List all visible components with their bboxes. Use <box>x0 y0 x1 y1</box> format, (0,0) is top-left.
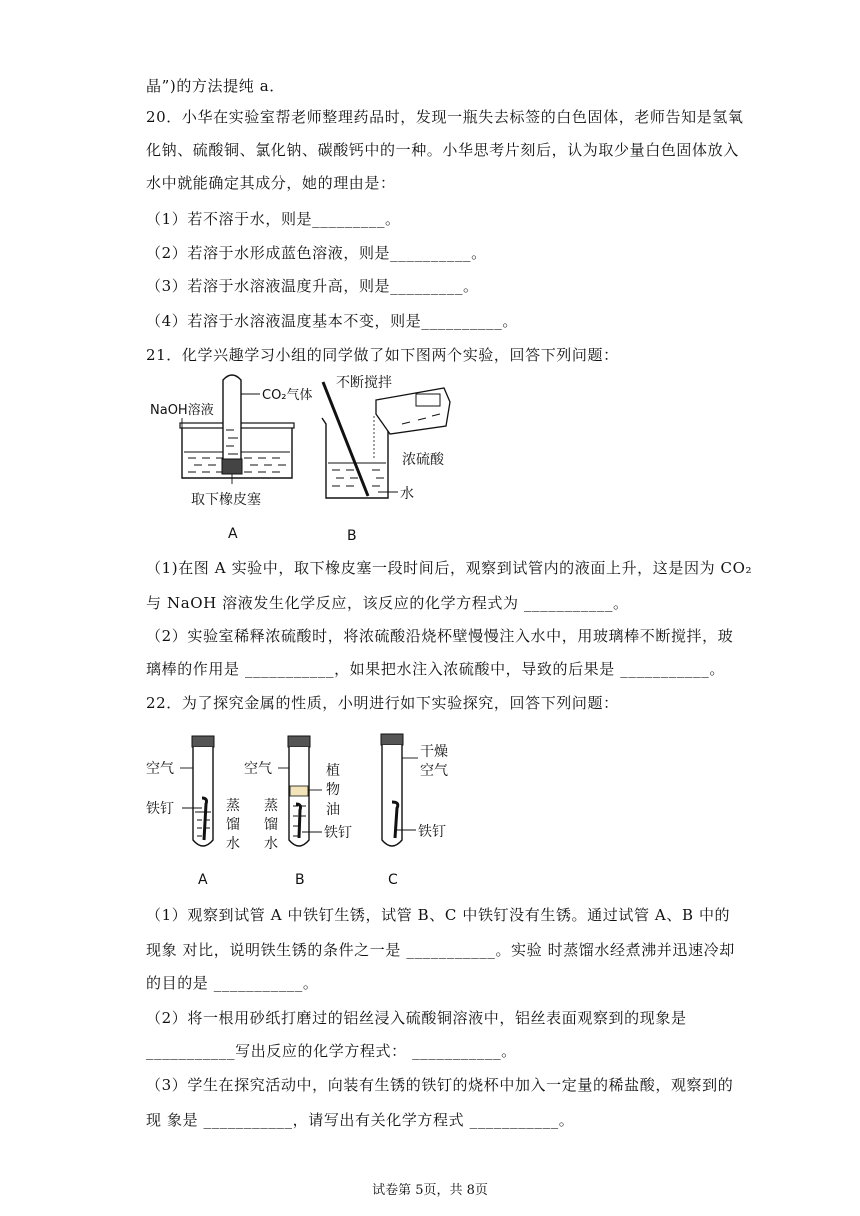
figure-22 <box>140 728 470 893</box>
question-22-part-2-line-1: （2）将一根用砂纸打磨过的铝丝浸入硫酸铜溶液中，铝丝表面观察到的现象是 <box>146 1009 687 1027</box>
distilled-water-label-b-2: 馏 <box>264 817 278 833</box>
rubber-stopper <box>222 459 242 474</box>
continuous-stirring-label: 不断搅拌 <box>336 375 392 391</box>
air-label-a: 空气 <box>146 761 174 777</box>
concentrated-sulfuric-acid-label: 浓硫酸 <box>402 452 444 468</box>
vegetable-oil-label-1: 植 <box>326 763 340 779</box>
naoh-solution-label: NaOH溶液 <box>150 403 214 418</box>
acid-bottle <box>374 388 450 460</box>
question-20-line-1: 20．小华在实验室帮老师整理药品时，发现一瓶失去标签的白色固体，老师告知是氢氧 <box>146 108 744 126</box>
tube-c-label: C <box>388 872 398 888</box>
question-20-line-2: 化钠、硫酸铜、氯化钠、碳酸钙中的一种。小华思考片刻后，认为取少量白色固体放入 <box>146 141 739 159</box>
glass-rod <box>323 382 368 496</box>
vegetable-oil-layer <box>290 786 308 796</box>
question-20-part-3: （3）若溶于水溶液温度升高，则是_________。 <box>146 277 479 295</box>
iron-nail-label-a: 铁钉 <box>146 801 174 817</box>
figure-21 <box>140 368 460 546</box>
question-22-part-3-line-1: （3）学生在探究活动中，向装有生锈的铁钉的烧杯中加入一定量的稀盐酸，观察到的 <box>146 1076 734 1094</box>
figure-b-label: B <box>347 528 357 544</box>
tube-c <box>381 734 403 846</box>
question-22-part-3-line-2: 现 象是 ___________，请写出有关化学方程式 ___________。 <box>146 1111 575 1129</box>
page-footer: 试卷第 5页，共 8页 <box>372 1183 488 1198</box>
dry-air-label-2: 空气 <box>420 763 448 779</box>
vegetable-oil-label-3: 油 <box>326 802 340 818</box>
question-20-part-4: （4）若溶于水溶液温度基本不变，则是__________。 <box>146 312 518 330</box>
iron-nail-label-c: 铁钉 <box>418 824 446 840</box>
question-21-part-2-line-1: （2）实验室稀释浓硫酸时，将浓硫酸沿烧杯壁慢慢注入水中，用玻璃棒不断搅拌，玻 <box>146 627 734 645</box>
figure-a-label: A <box>228 526 238 542</box>
air-label-b: 空气 <box>244 761 272 777</box>
remove-stopper-label: 取下橡皮塞 <box>191 492 261 508</box>
question-21-part-1-line-1: （1)在图 A 实验中，取下橡皮塞一段时间后，观察到试管内的液面上升，这是因为 CO₂ <box>146 559 753 577</box>
question-20-line-3: 水中就能确定其成分，她的理由是： <box>146 174 396 192</box>
vegetable-oil-label-2: 物 <box>326 782 340 798</box>
co2-gas-label: CO₂气体 <box>262 388 313 403</box>
question-21-part-2-line-2: 璃棒的作用是 ___________，如果把水注入浓硫酸中，导致的后果是 ___________。 <box>146 660 725 678</box>
tube-a <box>192 736 214 846</box>
distilled-water-label-a-1: 蒸 <box>226 798 240 814</box>
iron-nail-label-b: 铁钉 <box>324 825 352 841</box>
distilled-water-label-a-3: 水 <box>226 836 240 852</box>
question-22-part-2-line-2: ___________写出反应的化学方程式： ___________。 <box>146 1042 517 1060</box>
distilled-water-label-b-3: 水 <box>264 836 278 852</box>
distilled-water-label-b-1: 蒸 <box>264 798 278 814</box>
question-22-part-1-line-2: 现象 对比，说明铁生锈的条件之一是 ___________。实验 时蒸馏水经煮沸并迅速冷却 <box>146 941 735 959</box>
tube-b-label: B <box>295 872 305 888</box>
question-22-part-1-line-3: 的目的是 ___________。 <box>146 974 319 992</box>
question-20-part-2: （2）若溶于水形成蓝色溶液，则是__________。 <box>146 244 487 262</box>
question-22-line-1: 22．为了探究金属的性质，小明进行如下实验探究，回答下列问题： <box>146 694 619 712</box>
beaker-b <box>322 418 392 498</box>
test-tube-a <box>223 375 241 472</box>
dry-air-label-1: 干燥 <box>420 744 448 760</box>
question-20-part-1: （1）若不溶于水，则是_________。 <box>146 210 401 228</box>
question-22-part-1-line-1: （1）观察到试管 A 中铁钉生锈，试管 B、C 中铁钉没有生锈。通过试管 A、B 中的 <box>146 906 731 924</box>
water-label: 水 <box>400 486 414 502</box>
tube-a-label: A <box>198 872 208 888</box>
distilled-water-label-a-2: 馏 <box>226 817 240 833</box>
question-21-line-1: 21．化学兴趣学习小组的同学做了如下图两个实验，回答下列问题： <box>146 346 619 364</box>
question-21-part-1-line-2: 与 NaOH 溶液发生化学反应，该反应的化学方程式为 ___________。 <box>146 594 629 612</box>
text-line-1: 晶”)的方法提纯 a． <box>146 77 285 95</box>
